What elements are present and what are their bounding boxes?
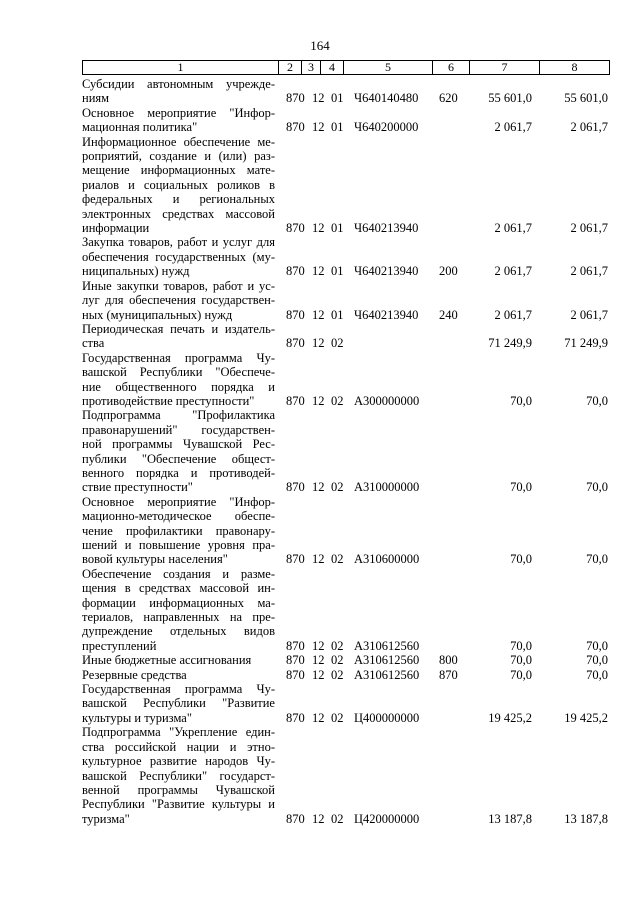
cell-c2: 870 (286, 393, 305, 408)
cell-c3: 12 (312, 710, 325, 725)
table-row (82, 682, 610, 725)
cell-c4: 01 (331, 264, 344, 279)
cell-c4: 02 (331, 667, 344, 682)
cell-c5: Ч640140480 (354, 91, 419, 106)
cell-c2: 870 (286, 653, 305, 668)
cell-c4: 01 (331, 307, 344, 322)
cell-c5: Ч640213940 (354, 264, 419, 279)
cell-c3: 12 (312, 667, 325, 682)
table-body (82, 77, 610, 826)
cell-c3: 12 (312, 120, 325, 135)
cell-c3: 12 (312, 91, 325, 106)
cell-c4: 02 (331, 480, 344, 495)
cell-c7: 2 061,7 (494, 307, 532, 322)
cell-c2: 870 (286, 120, 305, 135)
row-description: Государственная программа Чу- вашской Республики "Развитие культуры и туризма" (82, 682, 275, 725)
row-description: Основное мероприятие "Инфор- мационная политика" (82, 105, 275, 135)
row-description: Основное мероприятие "Инфор- мационно-методическое обеспе- чение профилактики правонару- шений и повышение уровня пра- вовой культуры населения" (82, 494, 275, 567)
cell-c4: 01 (331, 91, 344, 106)
cell-c8: 70,0 (586, 393, 608, 408)
cell-c7: 2 061,7 (494, 264, 532, 279)
cell-c3: 12 (312, 638, 325, 653)
table-row (82, 725, 610, 826)
table-header (82, 60, 610, 75)
cell-c2: 870 (286, 811, 305, 826)
cell-c8: 70,0 (586, 667, 608, 682)
header-col-1: 1 (177, 60, 184, 74)
cell-c5: Ч640213940 (354, 307, 419, 322)
cell-c7: 71 249,9 (488, 336, 532, 351)
cell-c6: 800 (439, 653, 458, 668)
cell-c7: 70,0 (510, 667, 532, 682)
cell-c4: 01 (331, 120, 344, 135)
table-row (82, 135, 610, 236)
cell-c4: 02 (331, 710, 344, 725)
cell-c7: 70,0 (510, 653, 532, 668)
cell-c4: 02 (331, 811, 344, 826)
cell-c8: 70,0 (586, 480, 608, 495)
cell-c3: 12 (312, 336, 325, 351)
table-row (82, 653, 610, 667)
row-description: Резервные средства (82, 667, 187, 682)
cell-c6: 870 (439, 667, 458, 682)
cell-c4: 02 (331, 393, 344, 408)
cell-c2: 870 (286, 91, 305, 106)
cell-c2: 870 (286, 667, 305, 682)
table-row (82, 322, 610, 351)
cell-c8: 55 601,0 (564, 91, 608, 106)
row-description: Закупка товаров, работ и услуг для обеспечения государственных (му- ниципальных) нужд (82, 235, 275, 279)
cell-c3: 12 (312, 480, 325, 495)
cell-c6: 200 (439, 264, 458, 279)
cell-c5: Ч640213940 (354, 221, 419, 236)
row-description: Иные бюджетные ассигнования (82, 653, 252, 668)
row-description: Подпрограмма "Укрепление един- ства российской нации и этно- культурное развитие народов Чу- вашской Республики" государст- венной программы Чувашской Республики "Развитие культуры и туризма" (82, 725, 275, 826)
cell-c8: 71 249,9 (564, 336, 608, 351)
table-row (82, 567, 610, 653)
cell-c7: 70,0 (510, 552, 532, 567)
cell-c8: 70,0 (586, 552, 608, 567)
cell-c7: 2 061,7 (494, 221, 532, 236)
cell-c5: А310612560 (354, 667, 420, 682)
header-col-5: 5 (385, 60, 391, 74)
cell-c2: 870 (286, 264, 305, 279)
cell-c3: 12 (312, 653, 325, 668)
cell-c8: 13 187,8 (564, 811, 608, 826)
row-description: Информационное обеспечение ме- роприятий, создание и (или) раз- мещение информационных мате- риалов и социальных роликов в федеральных и региональных электронных средствах массовой информации (82, 134, 275, 236)
cell-c5: Ц400000000 (354, 710, 420, 725)
table-row (82, 106, 610, 135)
table-row (82, 77, 610, 106)
cell-c8: 19 425,2 (564, 710, 608, 725)
table-row (82, 351, 610, 409)
table-row (82, 668, 610, 682)
table-row (82, 408, 610, 494)
cell-c7: 70,0 (510, 480, 532, 495)
row-description: Субсидии автономным учрежде- ниям (82, 77, 275, 106)
cell-c7: 70,0 (510, 393, 532, 408)
cell-c8: 70,0 (586, 653, 608, 668)
cell-c7: 70,0 (510, 638, 532, 653)
header-col-4: 4 (329, 60, 335, 74)
cell-c5: А310612560 (354, 653, 420, 668)
cell-c6: 620 (439, 91, 458, 106)
table-row (82, 495, 610, 567)
cell-c2: 870 (286, 336, 305, 351)
cell-c7: 55 601,0 (488, 91, 532, 106)
table-row (82, 235, 610, 278)
header-col-2: 2 (287, 60, 293, 74)
cell-c4: 02 (331, 638, 344, 653)
header-col-3: 3 (308, 60, 314, 74)
cell-c3: 12 (312, 811, 325, 826)
cell-c7: 13 187,8 (488, 811, 532, 826)
header-col-8: 8 (571, 60, 578, 74)
page-number: 164 (310, 38, 330, 53)
cell-c3: 12 (312, 393, 325, 408)
row-description: Государственная программа Чу- вашской Республики "Обеспече- ние общественного порядка и противодействие преступности" (82, 350, 275, 408)
header-col-6: 6 (448, 60, 454, 74)
cell-c8: 2 061,7 (570, 307, 608, 322)
cell-c4: 02 (331, 552, 344, 567)
cell-c3: 12 (312, 221, 325, 236)
cell-c8: 70,0 (586, 638, 608, 653)
cell-c3: 12 (312, 264, 325, 279)
header-col-7: 7 (501, 60, 508, 74)
cell-c4: 02 (331, 653, 344, 668)
cell-c2: 870 (286, 638, 305, 653)
cell-c8: 2 061,7 (570, 264, 608, 279)
cell-c8: 2 061,7 (570, 120, 608, 135)
cell-c5: А310600000 (354, 552, 420, 567)
cell-c5: Ц420000000 (354, 811, 420, 826)
cell-c2: 870 (286, 710, 305, 725)
cell-c3: 12 (312, 552, 325, 567)
cell-c8: 2 061,7 (570, 221, 608, 236)
cell-c5: Ч640200000 (354, 120, 419, 135)
cell-c5: А310612560 (354, 638, 420, 653)
cell-c2: 870 (286, 552, 305, 567)
cell-c7: 2 061,7 (494, 120, 532, 135)
row-description: Подпрограмма "Профилактика правонарушений" государствен- ной программы Чувашской Рес- публики "Обеспечение общест- венного порядка и противодей- ствие преступности" (82, 408, 275, 495)
row-description: Обеспечение создания и разме- щения в средствах массовой ин- формации информационных ма- териалов, направленных на пре- дупреждение отдельных видов преступлений (82, 566, 275, 653)
cell-c6: 240 (439, 307, 458, 322)
row-description: Иные закупки товаров, работ и ус- луг для обеспечения государствен- ных (муниципальных) нужд (82, 278, 275, 322)
cell-c2: 870 (286, 307, 305, 322)
table-row (82, 279, 610, 322)
cell-c2: 870 (286, 480, 305, 495)
cell-c3: 12 (312, 307, 325, 322)
cell-c4: 02 (331, 336, 344, 351)
row-description: Периодическая печать и издатель- ства (82, 321, 275, 351)
cell-c2: 870 (286, 221, 305, 236)
cell-c7: 19 425,2 (488, 710, 532, 725)
cell-c4: 01 (331, 221, 344, 236)
cell-c5: А310000000 (354, 480, 420, 495)
cell-c5: А300000000 (354, 393, 420, 408)
